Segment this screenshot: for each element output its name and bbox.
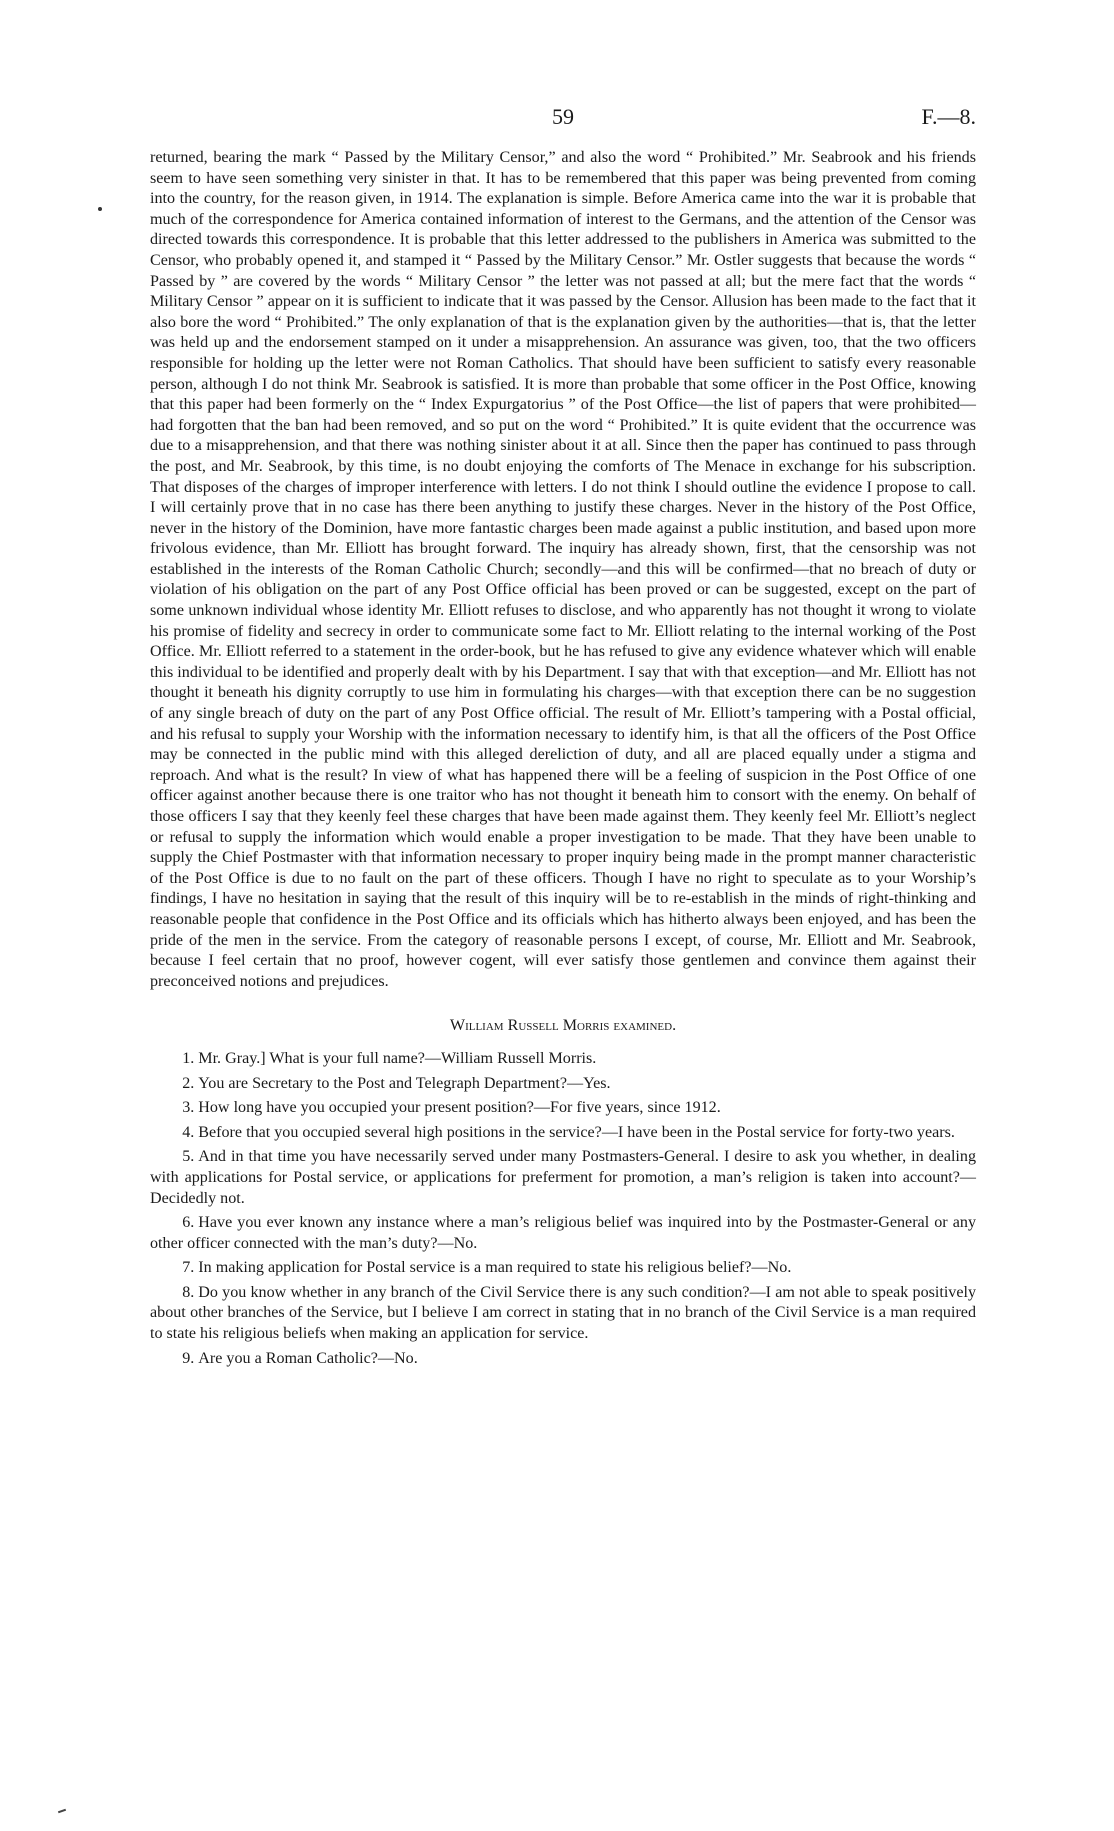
qa-item: [150, 1049, 976, 1070]
qa-text: Do you know whether in any branch of the Civil Service there is any such condition?—I am not able to speak positively about other branches of the Service, but I believe I am correct in stating that in no branch of the Civil Service is a man required to state his religious beliefs when making an application for service.: [150, 1283, 976, 1343]
qa-text: You are Secretary to the Post and Telegraph Department?—Yes.: [198, 1074, 611, 1092]
qa-text: Are you a Roman Catholic?—No.: [198, 1349, 418, 1367]
qa-list: [150, 1049, 976, 1369]
qa-item: [150, 1213, 976, 1254]
qa-number: 2.: [182, 1074, 195, 1092]
qa-number: 7.: [182, 1259, 195, 1277]
document-reference: F.—8.: [921, 104, 976, 129]
margin-dot: [98, 207, 102, 211]
qa-item: [150, 1258, 976, 1279]
section-heading: William Russell Morris examined.: [449, 1017, 677, 1035]
qa-number: 9.: [182, 1349, 195, 1367]
qa-text: Before that you occupied several high positions in the service?—I have been in the Postal service for forty-two years.: [198, 1123, 955, 1141]
qa-number: 6.: [182, 1214, 195, 1232]
qa-item: [150, 1283, 976, 1345]
document-body: [150, 148, 976, 1373]
qa-text: Mr. Gray.] What is your full name?—William Russell Morris.: [198, 1049, 597, 1067]
qa-item: [150, 1147, 976, 1209]
qa-item: [150, 1098, 976, 1119]
qa-number: 3.: [182, 1099, 195, 1117]
qa-item: [150, 1074, 976, 1095]
qa-number: 8.: [182, 1283, 195, 1301]
qa-text: And in that time you have necessarily served under many Postmasters-General. I desire to ask you whether, in dealing with applications for Postal service, or applications for preferment for promotion, a man’s religion is taken into account?—Decidedly not.: [150, 1148, 976, 1207]
qa-item: [150, 1123, 976, 1144]
page-header: [150, 104, 976, 134]
page-number: 59: [552, 104, 574, 129]
statement-paragraph: returned, bearing the mark “ Passed by the Military Censor,” and also the word “ Prohibited.” Mr. Seabrook and his friends seem to have seen something very sinister in that. It has to be remembered that this paper was being prevented from coming into the country, for the reason given, in 1914. The explanation is simple. Before America came into the war it is probable that much of the correspondence for America contained information of interest to the Germans, and the attention of the Censor was directed towards this correspondence. It is probable that this letter addressed to the publishers in America was submitted to the Censor, who probably opened it, and stamped it “ Passed by the Military Censor.” Mr. Ostler suggests that because the words “ Passed by ” are covered by the words “ Military Censor ” the letter was not passed at all; but the mere fact that the words “ Military Censor ” appear on it is sufficient to indicate that it was passed by the Censor. Allusion has been made to the fact that it also bore the word “ Prohibited.” The only explanation of that is the explanation given by the authorities—that is, that the letter was held up and the endorsement stamped on it under a misapprehension. An assurance was given, too, that the two officers responsible for holding up the letter were not Roman Catholics. That should have been sufficient to satisfy every reasonable person, although I do not think Mr. Seabrook is satisfied. It is more than probable that some officer in the Post Office, knowing that this paper had been formerly on the “ Index Expurgatorius ” of the Post Office—the list of papers that were prohibited—had forgotten that the ban had been removed, and so put on the word “ Prohibited.” It is quite evident that the occurrence was due to a misapprehension, and that there was nothing sinister about it at all. Since then the paper has continued to pass through the post, and Mr. Seabrook, by this time, is no doubt enjoying the comforts of The Menace in exchange for his subscription. That disposes of the charges of improper interference with letters. I do not think I should outline the evidence I propose to call. I will certainly prove that in no case has there been anything to justify these charges. Never in the history of the Post Office, never in the history of the Dominion, have more fantastic charges been made against a public institution, and based upon more frivolous evidence, than Mr. Elliott has brought forward. The inquiry has already shown, first, that the censorship was not established in the interests of the Roman Catholic Church; secondly—and this will be confirmed—that no breach of duty or violation of his obligation on the part of any Post Office official has been proved or can be suggested, except on the part of some unknown individual whose identity Mr. Elliott refuses to disclose, and who apparently has not thought it wrong to violate his promise of fidelity and secrecy in order to communicate some fact to Mr. Elliott relating to the internal working of the Post Office. Mr. Elliott referred to a statement in the order-book, but he has refused to give any evidence whatever which will enable this individual to be identified and properly dealt with by his Department. I say that with that exception—and Mr. Elliott has not thought it beneath his dignity corruptly to use him in formulating his charges—with that exception there can be no suggestion of any single breach of duty on the part of any Post Office official. The result of Mr. Elliott’s tampering with a Postal official, and his refusal to supply your Worship with the information necessary to identify him, is that all the officers of the Post Office may be connected in the public mind with this alleged dereliction of duty, and all are placed equally under a stigma and reproach. And what is the result? In view of what has happened there will be a feeling of suspicion in the Post Office of one officer against another because there is one traitor who has not thought it beneath him to consort with the enemy. On behalf of those officers I say that they keenly feel these charges that have been made against them. They keenly feel Mr. Elliott’s neglect or refusal to supply the information which would enable a proper investigation to be made. That they have been unable to supply the Chief Postmaster with that information necessary to proper inquiry being made in the prompt manner characteristic of the Post Office is due to no fault on the part of these officers. Though I have no right to speculate as to your Worship’s findings, I have no hesitation in saying that the result of this inquiry will be to re-establish in the minds of right-thinking and reasonable people that confidence in the Post Office and its officials which has hitherto always been enjoyed, and has been the pride of the men in the service. From the category of reasonable persons I except, of course, Mr. Elliott and Mr. Seabrook, because I feel certain that no proof, however cogent, will ever satisfy those gentlemen and convince them against their preconceived notions and prejudices.: [150, 149, 976, 990]
qa-number: 5.: [182, 1148, 195, 1166]
qa-text: In making application for Postal service is a man required to state his religious belief?—No.: [198, 1259, 792, 1277]
qa-item: [150, 1349, 976, 1370]
qa-number: 1.: [182, 1049, 195, 1067]
qa-text: How long have you occupied your present position?—For five years, since 1912.: [198, 1099, 721, 1117]
qa-text: Have you ever known any instance where a man’s religious belief was inquired into by the Postmaster-General or any other officer connected with the man’s duty?—No.: [150, 1214, 976, 1252]
qa-number: 4.: [182, 1123, 195, 1141]
margin-mark: [58, 1809, 66, 1814]
